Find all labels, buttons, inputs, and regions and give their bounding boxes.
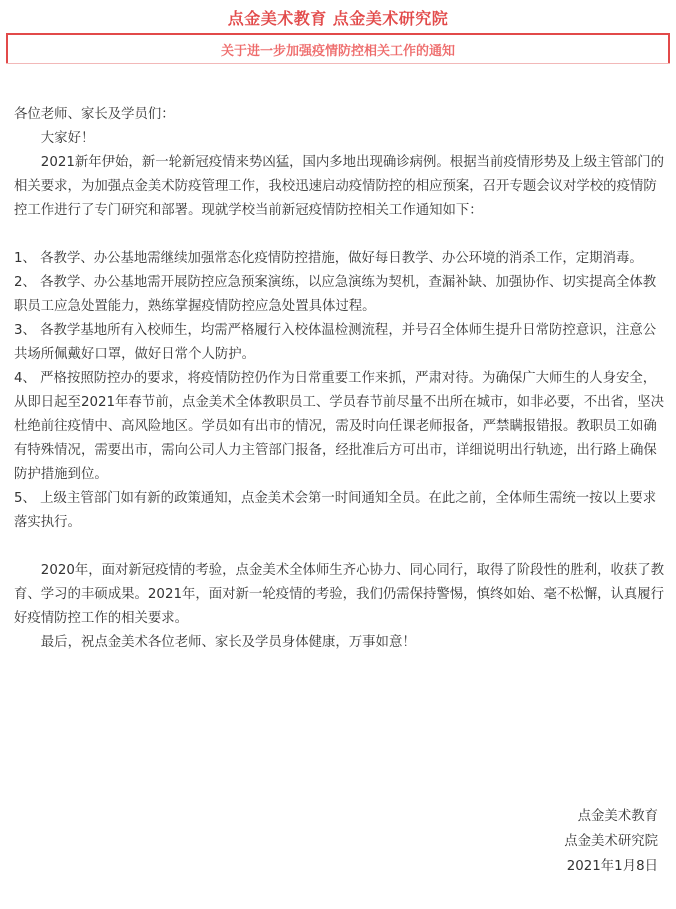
greeting: 大家好！ (40, 131, 95, 146)
title-rule (6, 33, 670, 35)
title-box-bottom-border (6, 63, 670, 64)
notice-header (0, 0, 676, 66)
org-title: 点金美术教育 点金美术研究院 (227, 9, 449, 28)
closing-paragraph: 2020年，面对新冠疫情的考验，点金美术全体师生齐心协力、同心同行，取得了阶段性的胜利，收获了教育、学习的丰硕成果。2021年，面对新一轮疫情的考验，我们仍需保持警惕，慎终如始、毫不松懈，认真履行好疫情防控工作的相关要求。 (14, 563, 665, 626)
notice-title: 关于进一步加强疫情防控相关工作的通知 (220, 44, 455, 59)
signature-org-2: 点金美术研究院 (564, 834, 658, 849)
spacer (14, 223, 665, 247)
signature-date: 2021年1月8日 (566, 859, 658, 874)
closing-wishes: 最后，祝点金美术各位老师、家长及学员身体健康，万事如意！ (40, 635, 416, 650)
signature-block (564, 804, 658, 879)
salutation: 各位老师、家长及学员们： (14, 107, 175, 122)
notice-item-2: 2、 各教学、办公基地需开展防控应急预案演练，以应急演练为契机，查漏补缺、加强协作、切实提高全体教职员工应急处置能力，熟练掌握疫情防控应急处置具体过程。 (14, 275, 657, 314)
notice-item-4: 4、 严格按照防控办的要求，将疫情防控仍作为日常重要工作来抓，严肃对待。为确保广大师生的人身安全，从即日起至2021年春节前，点金美术全体教职员工、学员春节前尽量不出所在城市，如非必要，不出省，坚决杜绝前往疫情中、高风险地区。学员如有出市的情况，需及时向任课老师报备，严禁瞒报错报。教职员工如确有特殊情况，需要出市，需向公司人力主管部门报备，经批准后方可出市，详细说明出行轨迹，出行路上确保防护措施到位。 (14, 371, 665, 482)
notice-item-1: 1、 各教学、办公基地需继续加强常态化疫情防控措施，做好每日教学、办公环境的消杀工作，定期消毒。 (14, 251, 643, 266)
intro-paragraph: 2021新年伊始，新一轮新冠疫情来势凶猛，国内多地出现确诊病例。根据当前疫情形势及上级主管部门的相关要求，为加强点金美术防疫管理工作，我校迅速启动疫情防控的相应预案，召开专题会议对学校的疫情防控工作进行了专门研究和部署。现就学校当前新冠疫情防控相关工作通知如下： (14, 155, 665, 218)
letter-body (14, 103, 665, 655)
notice-item-3: 3、 各教学基地所有入校师生，均需严格履行入校体温检测流程，并号召全体师生提升日常防控意识，注意公共场所佩戴好口罩，做好日常个人防护。 (14, 323, 657, 362)
spacer (14, 535, 665, 559)
notice-item-5: 5、 上级主管部门如有新的政策通知，点金美术会第一时间通知全员。在此之前，全体师生需统一按以上要求落实执行。 (14, 491, 657, 530)
signature-org-1: 点金美术教育 (577, 809, 658, 824)
